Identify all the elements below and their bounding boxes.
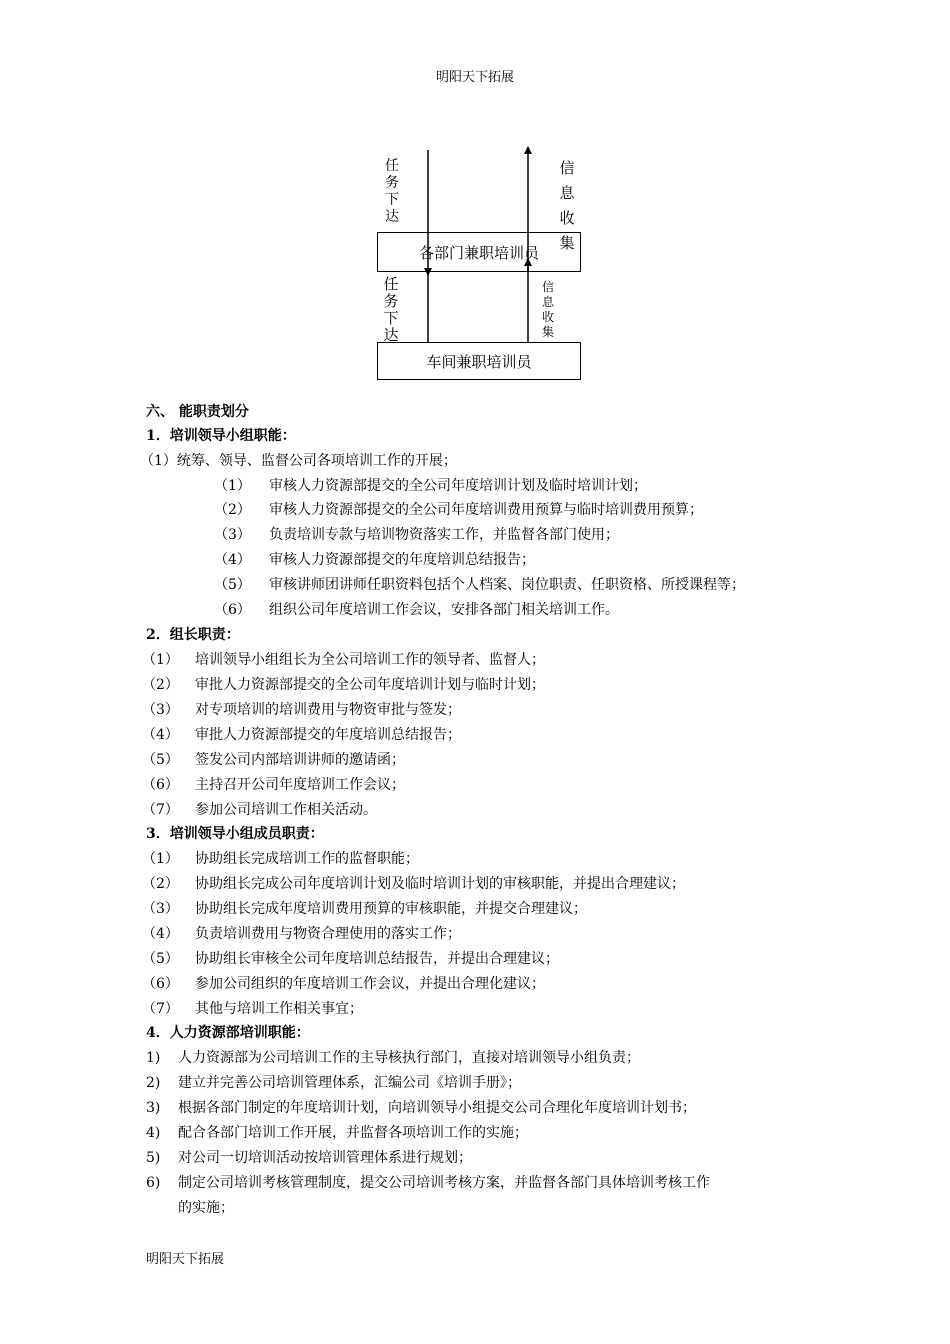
list-item: （6） 参加公司组织的年度培训工作会议，并提出合理化建议； [142,976,545,992]
list-item: （7） 其他与培训工作相关事宜； [142,1001,363,1017]
page-header: 明阳天下拓展 [435,70,514,85]
list-item: （1） 培训领导小组组长为全公司培训工作的领导者、监督人； [142,652,545,668]
workshop-trainer-box: 车间兼职培训员 [377,342,581,380]
list-item: （6） 组织公司年度培训工作会议，安排各部门相关培训工作。 [214,602,619,618]
list-item: 1) 人力资源部为公司培训工作的主导核执行部门，直接对培训领导小组负责； [146,1050,640,1066]
list-item: （2） 协助组长完成公司年度培训计划及临时培训计划的审核职能，并提出合理建议； [142,876,685,892]
list-item: （5） 审核讲师团讲师任职资料包括个人档案、岗位职责、任职资格、所授课程等； [214,577,745,593]
department-trainer-box: 各部门兼职培训员 [377,232,581,272]
list-item: （6） 主持召开公司年度培训工作会议； [142,777,405,793]
list-item: （1） 协助组长完成培训工作的监督职能； [142,851,419,867]
list-item: 3) 根据各部门制定的年度培训计划，向培训领导小组提交公司合理化年度培训计划书； [146,1100,696,1116]
page-footer: 明阳天下拓展 [146,1252,225,1267]
flow-diagram [0,0,950,400]
heading-2: 2．组长职责： [146,627,240,643]
task-down-label-top: 任务下达 [385,158,399,225]
task-down-label-bottom: 任务下达 [383,275,399,344]
list-item: （5） 协助组长审核全公司年度培训总结报告，并提出合理建议； [142,951,559,967]
heading-1: 1．培训领导小组职能： [146,428,296,444]
list-item: 2) 建立并完善公司培训管理体系，汇编公司《培训手册》； [146,1075,521,1091]
heading-4: 4．人力资源部培训职能： [146,1025,310,1041]
section-title: 六、 能职责划分 [146,404,249,420]
list-item: （4） 审批人力资源部提交的年度培训总结报告； [142,727,461,743]
list-item: （2） 审核人力资源部提交的全公司年度培训费用预算与临时培训费用预算； [214,502,703,518]
list-item: （3） 对专项培训的培训费用与物资审批与签发； [142,702,461,718]
list-item: （4） 审核人力资源部提交的年度培训总结报告； [214,552,535,568]
list-item: （3） 负责培训专款与培训物资落实工作，并监督各部门使用； [214,527,619,543]
heading-1-intro: （1）统筹、领导、监督公司各项培训工作的开展； [140,453,457,469]
list-item: （2） 审批人力资源部提交的全公司年度培训计划与临时计划； [142,677,545,693]
list-item: 6) 制定公司培训考核管理制度，提交公司培训考核方案，并监督各部门具体培训考核工作 [146,1175,710,1191]
list-item: （5） 签发公司内部培训讲师的邀请函； [142,752,405,768]
list-item: （4） 负责培训费用与物资合理使用的落实工作； [142,926,461,942]
list-item: （7） 参加公司培训工作相关活动。 [142,802,377,818]
info-collect-label-bottom: 信息收集 [541,280,554,339]
list-item: （1） 审核人力资源部提交的全公司年度培训计划及临时培训计划； [214,478,647,494]
info-collect-label-top: 信息收集 [559,159,575,252]
list-item: （3） 协助组长完成年度培训费用预算的审核职能，并提交合理建议； [142,901,587,917]
list-item: 5) 对公司一切培训活动按培训管理体系进行规划； [146,1150,472,1166]
list-item-continuation: 的实施； [178,1200,234,1216]
heading-3: 3．培训领导小组成员职责： [146,826,324,842]
list-item: 4) 配合各部门培训工作开展，并监督各项培训工作的实施； [146,1125,528,1141]
